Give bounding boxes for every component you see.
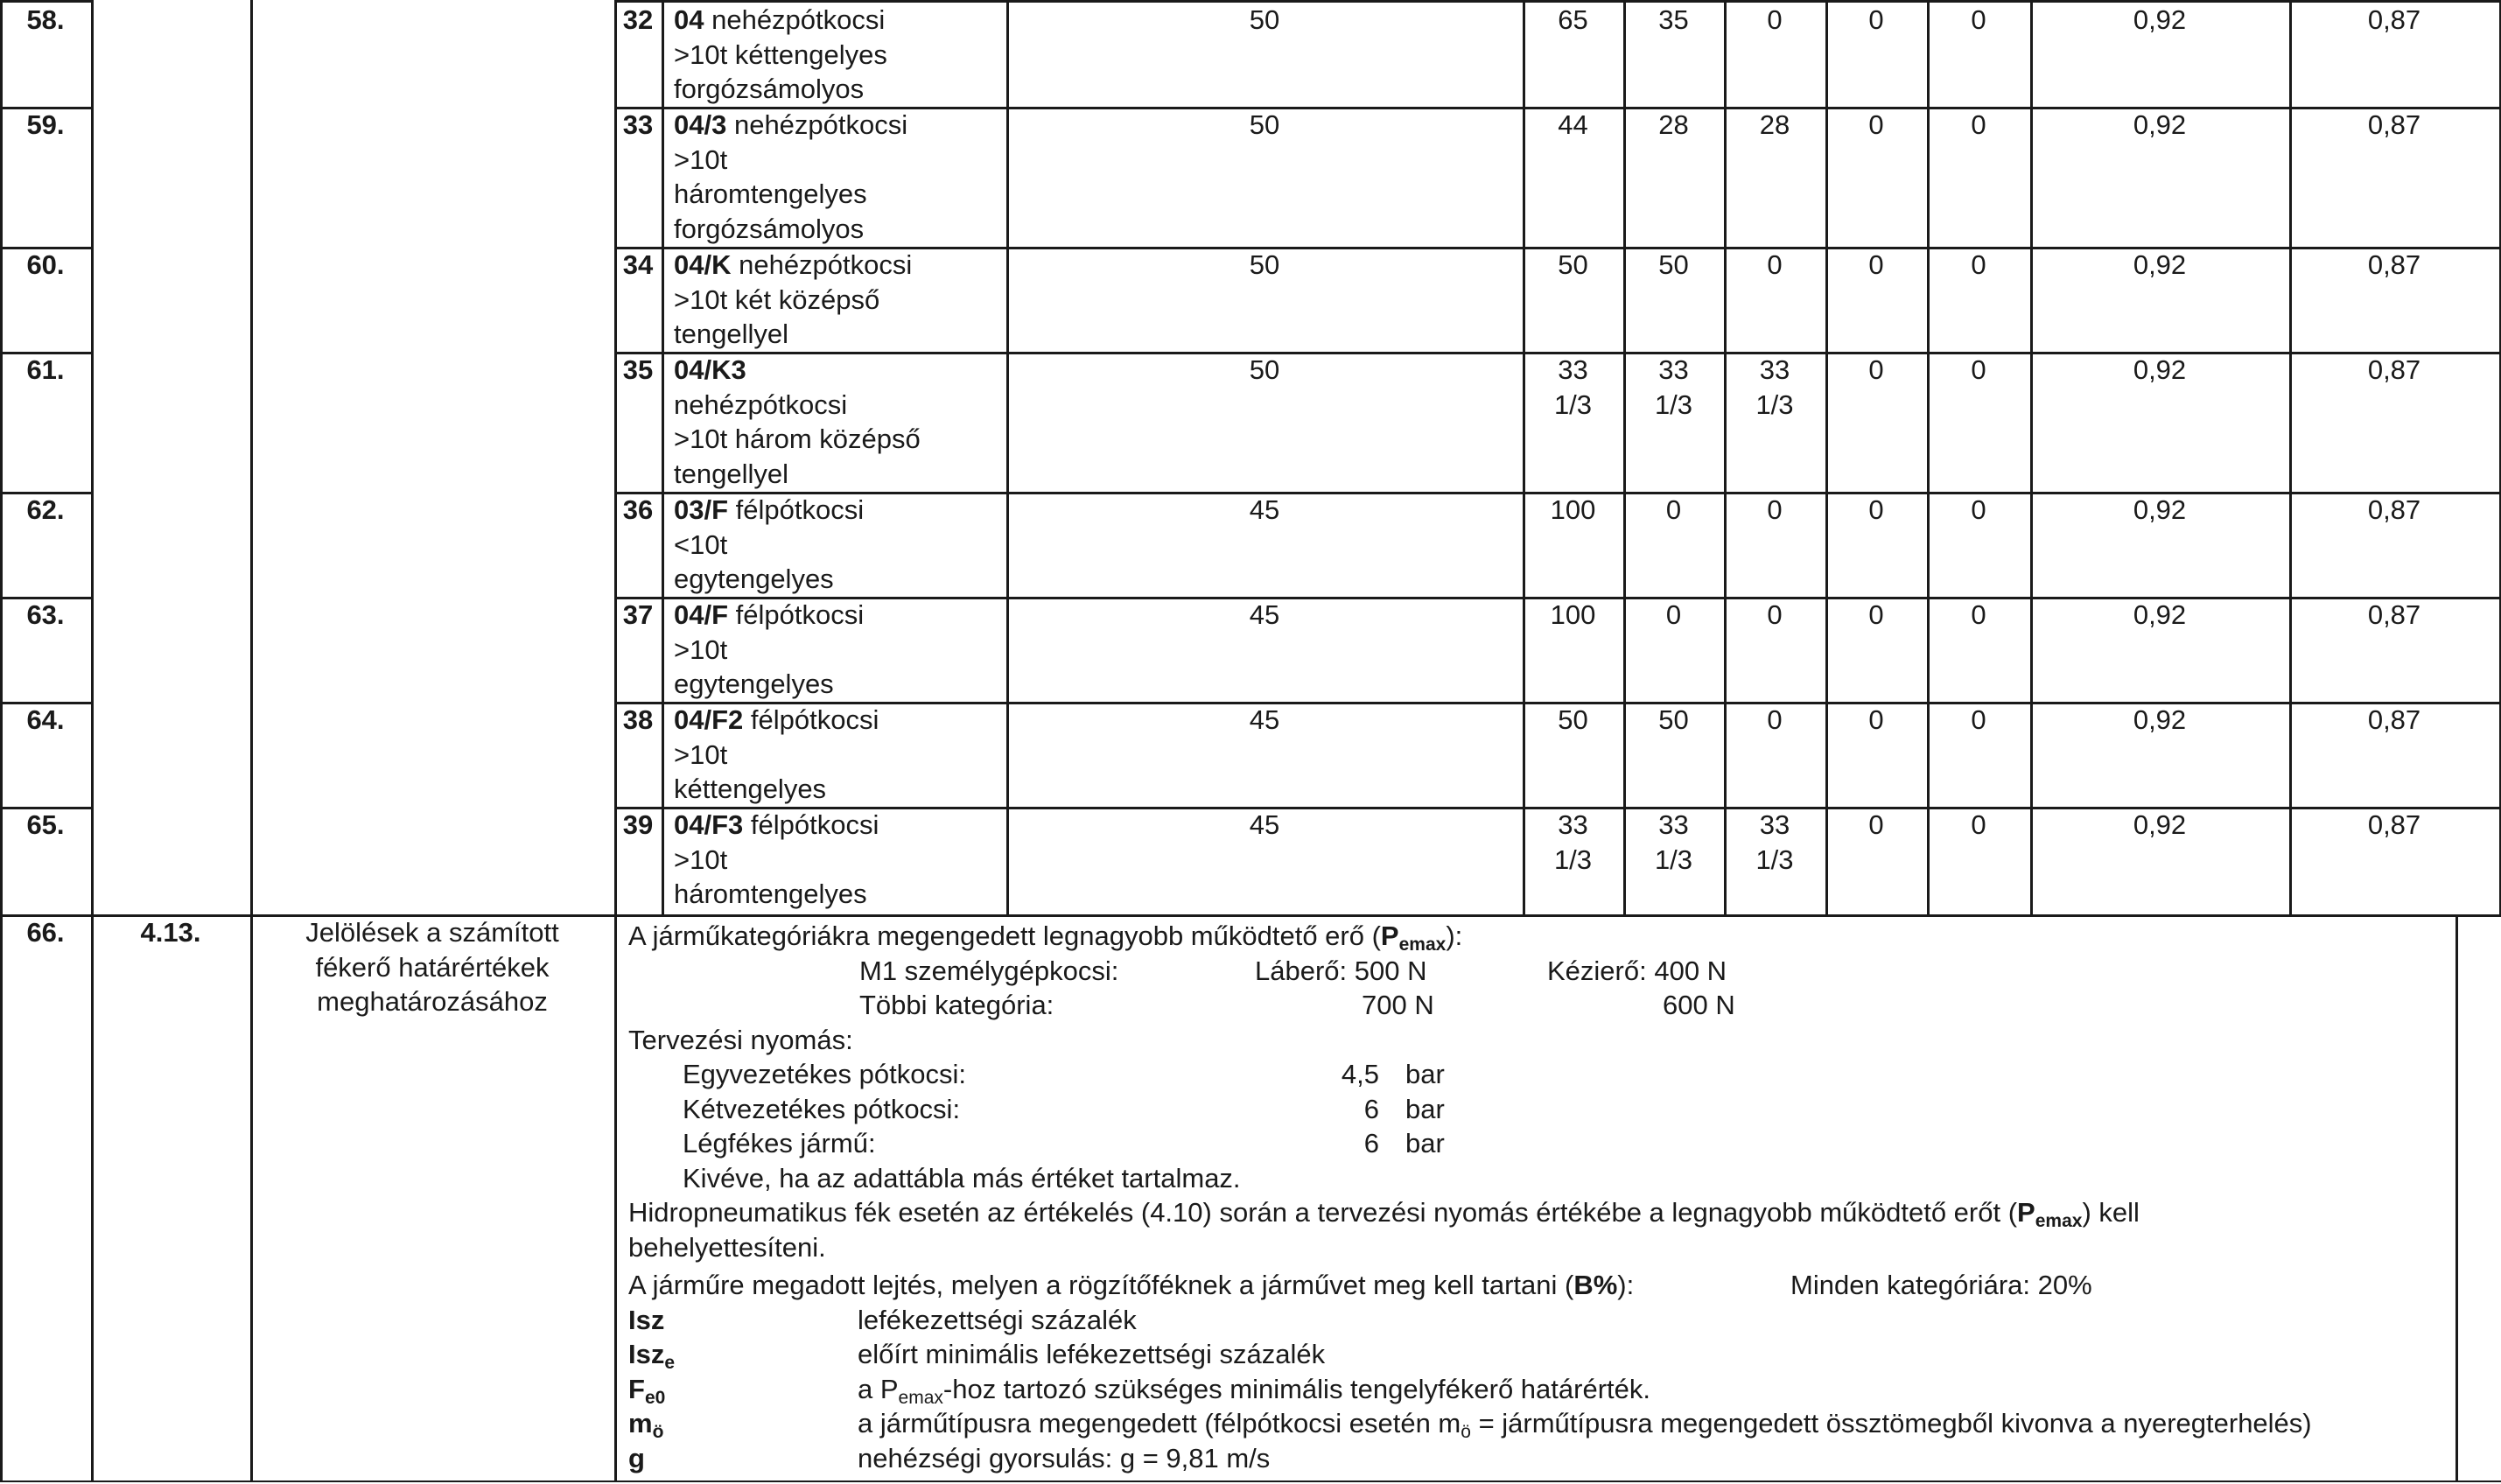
axle-share-value: 0 — [1971, 354, 1986, 385]
row-number: 59. — [26, 109, 65, 140]
coefficient-2: 0,87 — [2367, 249, 2421, 280]
definition-text — [858, 1303, 1137, 1338]
row-number: 60. — [26, 249, 65, 280]
symbol: m — [628, 1408, 653, 1438]
vehicle-description-line: nehézpótkocsi — [674, 388, 848, 420]
sequence-number: 35 — [622, 354, 654, 385]
m1-foot-force: Láberő: 500 N — [1255, 955, 1427, 986]
vehicle-description-line: tengellyel — [674, 318, 788, 349]
axle-share-value: 0 — [1971, 599, 1986, 630]
text: a P — [858, 1373, 899, 1404]
pressure-value: 6 — [1363, 1128, 1379, 1158]
coefficient-1: 0,92 — [2133, 704, 2187, 735]
axle-share-value: 28 — [1759, 109, 1790, 140]
definition-symbol — [628, 1406, 663, 1441]
percentage-value: 50 — [1249, 109, 1280, 140]
row-number: 66. — [26, 917, 65, 948]
axle-share-value: 0 — [1971, 109, 1986, 140]
definition-symbol — [628, 1303, 664, 1338]
vehicle-description-line: forgózsámolyos — [674, 213, 865, 244]
vehicle-category-cell — [674, 598, 1006, 702]
vehicle-description-line: tengellyel — [674, 458, 788, 489]
coefficient-2: 0,87 — [2367, 354, 2421, 385]
vehicle-code: 03/F — [674, 494, 729, 525]
sequence-number: 39 — [622, 809, 654, 840]
vehicle-description-line: egytengelyes — [674, 564, 834, 594]
vehicle-description-line: >10t — [674, 144, 728, 175]
grid-line-horizontal — [0, 1480, 2501, 1482]
axle-share-value: 35 — [1658, 4, 1689, 35]
except-note: Kivéve, ha az adattábla más értéket tartalmaz. — [683, 1162, 1241, 1194]
axle-share-value: 1/3 — [1553, 844, 1593, 875]
other-foot-force: 700 N — [1362, 990, 1434, 1020]
m1-hand-force: Kézierő: 400 N — [1547, 955, 1727, 986]
axle-share-value: 0 — [1767, 249, 1783, 280]
axle-share-value: 1/3 — [1755, 844, 1794, 875]
axle-share-value: 33 — [1759, 809, 1790, 840]
coefficient-1: 0,92 — [2133, 249, 2187, 280]
vehicle-category-cell — [674, 808, 1006, 912]
axle-share-value: 33 — [1658, 809, 1689, 840]
axle-share-value: 0 — [1868, 4, 1884, 35]
section-title-line: Jelölések a számított — [305, 917, 559, 948]
axle-share-value: 0 — [1665, 599, 1682, 630]
vehicle-code: 04/K3 — [674, 354, 746, 385]
symbol: F — [628, 1373, 645, 1404]
sequence-number: 34 — [622, 249, 654, 280]
vehicle-category-cell — [674, 3, 1006, 107]
axle-share-value: 0 — [1971, 249, 1986, 280]
hydro-note-cont: behelyettesíteni. — [628, 1231, 826, 1263]
vehicle-description-line: forgózsámolyos — [674, 74, 865, 104]
vehicle-description-line: nehézpótkocsi — [704, 4, 886, 35]
pemax-intro — [628, 919, 1462, 954]
design-pressure-title: Tervezési nyomás: — [628, 1024, 853, 1055]
axle-share-value: 44 — [1558, 109, 1588, 140]
symbol: Isz — [628, 1304, 665, 1335]
axle-share-value: 33 — [1558, 809, 1588, 840]
axle-share-value: 33 — [1658, 354, 1689, 385]
percentage-value: 50 — [1249, 4, 1280, 35]
vehicle-description-line: >10t két középső — [674, 284, 880, 315]
text: a járműtípusra megengedett (félpótkocsi esetén m — [858, 1408, 1461, 1438]
axle-share-value: 1/3 — [1553, 388, 1593, 420]
axle-share-value: 1/3 — [1654, 844, 1693, 875]
percentage-value: 45 — [1249, 704, 1280, 735]
row-number: 62. — [26, 494, 65, 525]
section-title-line: fékerő határértékek — [315, 951, 550, 983]
axle-share-value: 0 — [1971, 704, 1986, 735]
axle-share-value: 50 — [1658, 249, 1689, 280]
coefficient-1: 0,92 — [2133, 109, 2187, 140]
definition-text — [858, 1337, 1325, 1372]
subscript: emax — [898, 1387, 943, 1408]
vehicle-category-cell — [674, 493, 1006, 597]
slope-all-categories: Minden kategóriára: 20% — [1790, 1270, 2092, 1300]
axle-share-value: 100 — [1550, 599, 1596, 630]
vehicle-category-cell — [674, 248, 1006, 352]
coefficient-1: 0,92 — [2133, 494, 2187, 525]
vehicle-category-cell — [674, 108, 1006, 246]
axle-share-value: 0 — [1868, 599, 1884, 630]
vehicle-description-line: egytengelyes — [674, 668, 834, 699]
axle-share-value: 0 — [1868, 809, 1884, 840]
vehicle-description-line: >10t kéttengelyes — [674, 38, 887, 70]
coefficient-2: 0,87 — [2367, 599, 2421, 630]
axle-share-value: 0 — [1767, 4, 1783, 35]
vehicle-description-line: nehézpótkocsi — [731, 249, 913, 280]
symbol: P — [1380, 920, 1399, 951]
coefficient-2: 0,87 — [2367, 494, 2421, 525]
vehicle-description-line: kéttengelyes — [674, 774, 827, 804]
axle-share-value: 50 — [1658, 704, 1689, 735]
vehicle-category-cell — [674, 703, 1006, 807]
axle-share-value: 0 — [1767, 599, 1783, 630]
vehicle-code: 04/F2 — [674, 704, 744, 735]
vehicle-description-line: <10t — [674, 528, 728, 560]
pressure-value: 4,5 — [1341, 1059, 1379, 1089]
axle-share-value: 0 — [1868, 494, 1884, 525]
text: Hidropneumatikus fék esetén az értékelés (4.10) során a tervezési nyomás értékébe a legnagyobb működtető erőt ( — [628, 1197, 2018, 1228]
row-number: 61. — [26, 354, 65, 385]
pressure-unit: bar — [1405, 1059, 1445, 1089]
vehicle-code: 04 — [674, 4, 704, 35]
text: előírt minimális lefékezettségi százalék — [858, 1339, 1326, 1369]
row-number: 64. — [26, 704, 65, 735]
subscript: ö — [1461, 1422, 1471, 1442]
subscript: emax — [1398, 934, 1447, 955]
vehicle-description-line: háromtengelyes — [674, 878, 867, 909]
definition-symbol — [628, 1441, 645, 1476]
sequence-number: 36 — [622, 494, 654, 525]
axle-share-value: 50 — [1558, 704, 1588, 735]
sequence-number: 38 — [622, 704, 654, 735]
vehicle-description-line: >10t — [674, 738, 728, 770]
definition-symbol — [628, 1372, 665, 1407]
other-label: Többi kategória: — [859, 990, 1054, 1020]
vehicle-description-line: nehézpótkocsi — [726, 109, 908, 140]
slope-note — [628, 1268, 1634, 1303]
grid-line-vertical — [250, 0, 253, 1482]
coefficient-1: 0,92 — [2133, 809, 2187, 840]
axle-share-value: 0 — [1971, 494, 1986, 525]
pressure-unit: bar — [1405, 1093, 1445, 1124]
grid-line-vertical — [614, 0, 617, 1482]
subscript: emax — [2035, 1211, 2083, 1231]
text: lefékezettségi százalék — [858, 1304, 1137, 1335]
coefficient-2: 0,87 — [2367, 109, 2421, 140]
text: A járműkategóriákra megengedett legnagyobb működtető erő ( — [628, 920, 1381, 951]
pressure-value: 6 — [1363, 1093, 1379, 1124]
row-number: 65. — [26, 809, 65, 840]
text: A járműre megadott lejtés, melyen a rögzítőféknek a járművet meg kell tartani ( — [628, 1270, 1574, 1300]
axle-share-value: 0 — [1971, 4, 1986, 35]
coefficient-2: 0,87 — [2367, 704, 2421, 735]
sequence-number: 32 — [622, 4, 654, 35]
coefficient-1: 0,92 — [2133, 4, 2187, 35]
axle-share-value: 65 — [1558, 4, 1588, 35]
axle-share-value: 0 — [1767, 494, 1783, 525]
vehicle-description-line: félpótkocsi — [743, 704, 879, 735]
symbol: g — [628, 1442, 645, 1474]
vehicle-description-line: >10t — [674, 634, 728, 665]
axle-share-value: 50 — [1558, 249, 1588, 280]
symbol-subscript: e — [664, 1353, 676, 1373]
text: ) kell — [2082, 1197, 2140, 1228]
vehicle-description-line: háromtengelyes — [674, 178, 867, 209]
text: nehézségi gyorsulás: g = 9,81 m/s — [858, 1442, 1271, 1474]
axle-share-value: 0 — [1971, 809, 1986, 840]
coefficient-1: 0,92 — [2133, 599, 2187, 630]
vehicle-description-line: félpótkocsi — [743, 809, 879, 840]
section-number: 4.13. — [140, 917, 201, 948]
section-title-line: meghatározásához — [317, 986, 548, 1017]
percentage-value: 50 — [1249, 354, 1280, 385]
definition-text — [858, 1406, 2312, 1441]
axle-share-value: 1/3 — [1755, 388, 1794, 420]
grid-line-vertical — [2455, 914, 2458, 1482]
axle-share-value: 0 — [1868, 704, 1884, 735]
text: ): — [1617, 1270, 1635, 1300]
definition-symbol — [628, 1337, 675, 1372]
percentage-value: 45 — [1249, 809, 1280, 840]
hydro-note — [628, 1195, 2140, 1230]
vehicle-code: 04/F3 — [674, 809, 744, 840]
vehicle-description-line: >10t — [674, 844, 728, 875]
pressure-unit: bar — [1405, 1128, 1445, 1158]
vehicle-description-line: félpótkocsi — [728, 599, 865, 630]
m1-label: M1 személygépkocsi: — [859, 955, 1119, 986]
percentage-value: 50 — [1249, 249, 1280, 280]
axle-share-value: 33 — [1759, 354, 1790, 385]
row-number: 63. — [26, 599, 65, 630]
symbol-subscript: ö — [652, 1422, 664, 1442]
axle-share-value: 0 — [1868, 249, 1884, 280]
definition-text — [858, 1441, 1270, 1476]
axle-share-value: 0 — [1868, 354, 1884, 385]
coefficient-1: 0,92 — [2133, 354, 2187, 385]
vehicle-code: 04/3 — [674, 109, 727, 140]
sequence-number: 37 — [622, 599, 654, 630]
text: = járműtípusra megengedett össztömegből kivonva a nyeregterhelés) — [1470, 1408, 2312, 1438]
vehicle-code: 04/F — [674, 599, 729, 630]
sequence-number: 33 — [622, 109, 654, 140]
definition-text — [858, 1372, 1650, 1407]
vehicle-code: 04/K — [674, 249, 732, 280]
other-hand-force: 600 N — [1663, 990, 1735, 1020]
coefficient-2: 0,87 — [2367, 4, 2421, 35]
symbol-subscript: e0 — [644, 1387, 666, 1408]
symbol: B% — [1573, 1270, 1618, 1300]
percentage-value: 45 — [1249, 494, 1280, 525]
pressure-label: Egyvezetékes pótkocsi: — [683, 1059, 966, 1089]
symbol: P — [2017, 1197, 2035, 1228]
pressure-label: Légfékes jármű: — [683, 1128, 876, 1158]
text: -hoz tartozó szükséges minimális tengelyfékerő határérték. — [942, 1373, 1650, 1404]
grid-line-vertical — [0, 0, 3, 1482]
vehicle-description-line: >10t három középső — [674, 424, 921, 454]
vehicle-description-line: félpótkocsi — [728, 494, 865, 525]
axle-share-value: 0 — [1665, 494, 1682, 525]
row-number: 58. — [26, 4, 65, 35]
vehicle-category-cell — [674, 353, 1006, 491]
grid-line-vertical — [662, 0, 664, 914]
axle-share-value: 0 — [1767, 704, 1783, 735]
axle-share-value: 0 — [1868, 109, 1884, 140]
axle-share-value: 28 — [1658, 109, 1689, 140]
symbol: Isz — [628, 1339, 665, 1369]
percentage-value: 45 — [1249, 599, 1280, 630]
grid-line-vertical — [91, 0, 94, 1482]
pressure-label: Kétvezetékes pótkocsi: — [683, 1093, 961, 1124]
axle-share-value: 33 — [1558, 354, 1588, 385]
text: ): — [1446, 920, 1463, 951]
axle-share-value: 100 — [1550, 494, 1596, 525]
coefficient-2: 0,87 — [2367, 809, 2421, 840]
axle-share-value: 1/3 — [1654, 388, 1693, 420]
